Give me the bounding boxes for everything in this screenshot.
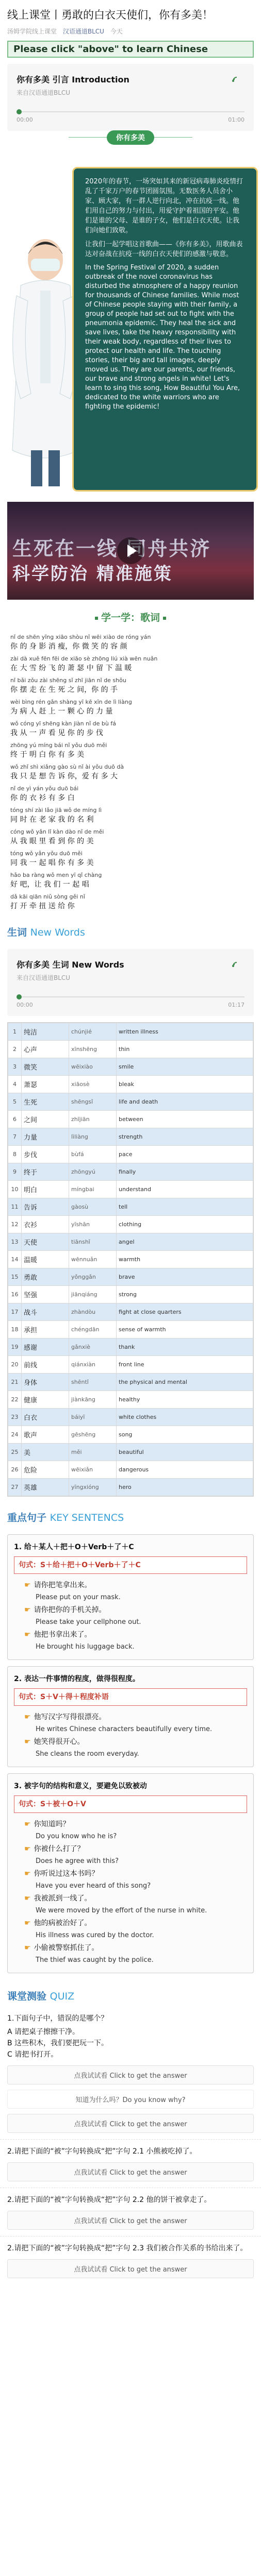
key-sentences-heading: 重点句子 KEY SENTENCS — [7, 1512, 124, 1523]
vocab-cell-e: sense of warmth — [117, 1321, 253, 1338]
vocab-cell-p: qiánxiàn — [69, 1356, 117, 1374]
card-title: 2. 表达一件事情的程度，做得很程度。 — [14, 1675, 140, 1683]
formula-box: 句式：S＋V＋得＋程度补语 — [14, 1688, 247, 1706]
vocab-cell-w: 之间 — [22, 1111, 69, 1128]
vocab-cell-p: xiāosè — [69, 1076, 117, 1093]
vocab-row — [8, 1303, 253, 1321]
vocab-cell-n: 5 — [8, 1093, 22, 1111]
vocab-cell-w: 白衣 — [22, 1409, 69, 1426]
audio-wave-icon[interactable] — [231, 960, 242, 972]
lyric-line: zhōng yú míng bái nǐ yǒu duō měi 终 于 明 白 你 有 多 美 — [10, 742, 107, 759]
vocab-cell-w: 天使 — [22, 1233, 69, 1251]
vocab-cell-n: 9 — [8, 1163, 22, 1181]
vocab-row — [8, 1444, 253, 1461]
new-words-heading: 生词 New Words — [7, 927, 85, 938]
formula-box: 句式：S＋给＋把＋O＋Verb＋了＋C — [14, 1556, 247, 1574]
vocab-cell-n: 2 — [8, 1041, 22, 1058]
vocab-cell-e: between — [117, 1111, 253, 1128]
lyric-line: wǒ cóng yī shēng kàn jiàn nǐ de bù fá 我 从 一 声 看 见 你 的 步 伐 — [10, 720, 116, 737]
example-zh: ☛ 他写汉字写得很漂亮。 — [24, 1713, 106, 1721]
example-en: Do you know who he is? — [36, 1833, 117, 1840]
example-zh: ☛ 她笑得很开心。 — [24, 1738, 85, 1746]
pointing-hand-icon: ☛ — [24, 1919, 31, 1927]
vocab-cell-p: xīnshēng — [69, 1041, 117, 1058]
vocab-cell-n: 25 — [8, 1444, 22, 1461]
vocab-row — [8, 1461, 253, 1479]
vocab-cell-p: shēntǐ — [69, 1374, 117, 1391]
vocab-cell-p: chéngdān — [69, 1321, 117, 1338]
vocab-row — [8, 1321, 253, 1338]
vocab-cell-p: shēngsǐ — [69, 1093, 117, 1111]
vocab-cell-e: the physical and mental — [117, 1374, 253, 1391]
poem-en-paragraph: In the Spring Festival of 2020, a sudden outbreak of the novel coronavirus has disturbed the atmosphere of a happy reunion for thousands of Chinese families. While most of Chinese people staying with their family, a group of people had set out to fight with the pneumonia epidemic. They heal the sick and save lives, take the heavy responsibility with their weak body, regardless of their lives to protect our health and life. The touching stories, their big and tall images, deeply moved us. They are our parents, our friends, our brave and strong angels in white! Let's learn to sing this song, How Beautiful You Are, dedicated to the white warriors who are fighting the epidemic! — [85, 264, 240, 411]
vocab-cell-e: song — [117, 1426, 253, 1444]
vocab-cell-w: 明白 — [22, 1181, 69, 1198]
pointing-hand-icon: ☛ — [24, 1944, 31, 1952]
vocab-row — [8, 1023, 253, 1041]
pointing-hand-icon: ☛ — [24, 1631, 31, 1639]
vocab-cell-p: jiānqiáng — [69, 1286, 117, 1303]
vocab-cell-w: 身体 — [22, 1374, 69, 1391]
audio-player-intro[interactable] — [7, 64, 254, 131]
poem-zh-paragraph-1: 2020年的春节，一场突如其来的新冠病毒肺炎疫情打乱了千家万户的春节团圆氛围。无数医务人员舍小家、顾大家，有一群人逆行向北，冲在抗疫一线。他们用自己的努力与付出，用爱守护着祖国的平安。他们是谁的父母、是谁的子女，他们是白衣天使。让我们向她们致敬。 — [85, 178, 243, 234]
play-icon[interactable] — [117, 537, 144, 564]
vocab-cell-p: jiànkāng — [69, 1391, 117, 1409]
vocab-cell-p: lìliàng — [69, 1128, 117, 1146]
example-zh: ☛ 小偷被警察抓住了。 — [24, 1944, 99, 1952]
audio-current-time: 00:00 — [17, 116, 33, 123]
vocab-cell-w: 健康 — [22, 1391, 69, 1409]
square-bullet-icon — [95, 617, 98, 620]
vocab-row — [8, 1391, 253, 1409]
vocab-cell-e: clothing — [117, 1216, 253, 1233]
article-source: 汤姆学院线上课堂 — [7, 28, 57, 35]
vocab-cell-w: 萧瑟 — [22, 1076, 69, 1093]
quiz-block — [0, 2188, 261, 2230]
vocab-cell-p: měi — [69, 1444, 117, 1461]
vocab-cell-w: 终于 — [22, 1163, 69, 1181]
lyric-line: wǒ zhǐ shì xiǎng gào sù nǐ ài yǒu duō dà 我 只 是 想 告 诉 你，爱 有 多 大 — [10, 764, 124, 781]
vocab-cell-n: 3 — [8, 1058, 22, 1076]
answer-button[interactable]: 点我试试看 Click to get the answer — [7, 2211, 254, 2230]
vocab-cell-e: tell — [117, 1198, 253, 1216]
vocab-cell-w: 感谢 — [22, 1338, 69, 1356]
vocab-table — [7, 1022, 254, 1497]
pointing-hand-icon: ☛ — [24, 1738, 31, 1746]
vocab-row — [8, 1233, 253, 1251]
video-caption-line2: 科学防治 精准施策 — [12, 564, 173, 584]
account-link[interactable]: 汉语通道BLCU — [62, 28, 104, 35]
vocab-cell-w: 美 — [22, 1444, 69, 1461]
vocab-cell-w: 生死 — [22, 1093, 69, 1111]
vocab-cell-e: smile — [117, 1058, 253, 1076]
vocab-cell-w: 步伐 — [22, 1146, 69, 1163]
vocab-cell-n: 10 — [8, 1181, 22, 1198]
audio-title: 你有多美 引言 Introduction — [17, 75, 129, 84]
vocab-cell-n: 24 — [8, 1426, 22, 1444]
vocab-cell-e: strength — [117, 1128, 253, 1146]
vocab-cell-e: finally — [117, 1163, 253, 1181]
lyric-line: hǎo ba ràng wǒ men yī qǐ chàng 好 吧，让 我 们 一 起 唱 — [10, 872, 102, 889]
lyric-line: cóng wǒ yǎn lǐ kàn dào nǐ de měi 从 我 眼 里 看 到 你 的 美 — [10, 828, 104, 845]
vocab-cell-e: pace — [117, 1146, 253, 1163]
vocab-cell-p: yǒnggǎn — [69, 1268, 117, 1286]
audio-progress-handle[interactable] — [17, 994, 22, 999]
answer-button[interactable]: 点我试试看 Click to get the answer — [7, 2162, 254, 2181]
audio-duration: 01:17 — [228, 1002, 244, 1008]
vocab-row — [8, 1111, 253, 1128]
vocab-cell-n: 11 — [8, 1198, 22, 1216]
vocab-cell-n: 8 — [8, 1146, 22, 1163]
vocab-row — [8, 1181, 253, 1198]
vocab-row — [8, 1479, 253, 1496]
vocab-cell-n: 6 — [8, 1111, 22, 1128]
audio-current-time: 00:00 — [17, 1002, 33, 1008]
vocab-cell-n: 20 — [8, 1356, 22, 1374]
why-button[interactable]: 知道为什么吗？Do you know why? — [7, 2090, 254, 2109]
lyric-line: wèi bìng rén gǎn shàng yī kē xīn de lì liàng 为 病 人 赶 上 一 颗 心 的 力 量 — [10, 699, 132, 716]
vocab-cell-e: thin — [117, 1041, 253, 1058]
vocab-cell-e: thank — [117, 1338, 253, 1356]
vocab-cell-p: tiānshǐ — [69, 1233, 117, 1251]
vocab-cell-e: healthy — [117, 1391, 253, 1409]
video-player[interactable] — [7, 502, 254, 600]
example-en: His illness was cured by the doctor. — [36, 1931, 154, 1939]
vocab-row — [8, 1338, 253, 1356]
vocab-cell-n: 26 — [8, 1461, 22, 1479]
vocab-row — [8, 1198, 253, 1216]
vocab-cell-p: zhōngyú — [69, 1163, 117, 1181]
vocab-cell-p: gàosù — [69, 1198, 117, 1216]
quiz-option: A 请把桌子擦擦干净。 — [7, 2028, 80, 2036]
card-title: 1. 给＋某人＋把＋O＋Verb＋了＋C — [14, 1543, 134, 1551]
sentence-card-2 — [7, 1666, 254, 1767]
card-title: 3. 被字句的结构和意义，要避免以致被动 — [14, 1782, 147, 1790]
vocab-cell-e: strong — [117, 1286, 253, 1303]
vocab-cell-p: báiyī — [69, 1409, 117, 1426]
vocab-row — [8, 1251, 253, 1268]
vocab-cell-p: yīshān — [69, 1216, 117, 1233]
quiz-question-1: 1.下面句子中，错误的是哪个？ — [7, 2014, 108, 2023]
vocab-cell-e: bleak — [117, 1076, 253, 1093]
vocab-row — [8, 1216, 253, 1233]
pointing-hand-icon: ☛ — [24, 1713, 31, 1721]
vocab-cell-w: 纯洁 — [22, 1023, 69, 1041]
example-en: The thief was caught by the police. — [36, 1956, 154, 1964]
audio-author: 来自汉语通道BLCU — [17, 974, 71, 981]
vocab-cell-n: 18 — [8, 1321, 22, 1338]
poem-section-label: 你有多美 — [107, 130, 154, 145]
vocab-cell-w: 微笑 — [22, 1058, 69, 1076]
example-zh: ☛ 请你把笔拿出来。 — [24, 1581, 92, 1589]
example-zh: ☛ 他的病被治好了。 — [24, 1919, 92, 1927]
lyric-line: zài dà xuě fēn fēi de xiāo sè zhōng liú xià wēn nuǎn 在 大 雪 纷 飞 的 萧 瑟 中 留 下 温 暖 — [10, 655, 158, 672]
audio-progress-handle[interactable] — [17, 109, 22, 114]
article-meta — [0, 25, 261, 39]
example-en: Have you ever heard of this song? — [36, 1882, 151, 1890]
vocab-row — [8, 1356, 253, 1374]
example-zh: ☛ 我被派到一线了。 — [24, 1894, 92, 1903]
vocab-cell-w: 心声 — [22, 1041, 69, 1058]
example-en: Does he agree with this? — [36, 1857, 119, 1865]
vocab-cell-n: 23 — [8, 1409, 22, 1426]
example-en: Please put on your mask. — [36, 1594, 121, 1601]
vocab-cell-w: 力量 — [22, 1128, 69, 1146]
vocab-cell-w: 前线 — [22, 1356, 69, 1374]
example-zh: ☛ 你被什么打了？ — [24, 1845, 85, 1853]
vocab-row — [8, 1076, 253, 1093]
audio-progress-track[interactable] — [17, 111, 244, 112]
lyric-line: tóng shí zài lǎo jiā wǒ de míng lì 同 时 在 老 家 我 的 名 利 — [10, 807, 102, 824]
poem-illustration — [0, 167, 261, 497]
vocab-cell-e: fight at close quarters — [117, 1303, 253, 1321]
vocab-cell-p: wēixiào — [69, 1058, 117, 1076]
poem-zh-paragraph-2: 让我们一起学唱这首歌曲——《你有多美》，用歌曲表达对奋战在抗疫一线的白衣天使们的感激与敬意。 — [85, 241, 243, 258]
quiz-question-3: 2.请把下面的“被”字句转换成“把”字句 2.2 他的饼干被拿走了。 — [7, 2196, 211, 2204]
pointing-hand-icon: ☛ — [24, 1606, 31, 1614]
example-zh: ☛ 他把书拿出来了。 — [24, 1631, 92, 1639]
audio-title: 你有多美 生词 New Words — [17, 960, 124, 970]
vocab-cell-w: 勇敢 — [22, 1268, 69, 1286]
vocab-cell-e: hero — [117, 1479, 253, 1496]
vocab-cell-p: bùfá — [69, 1146, 117, 1163]
vocab-cell-e: life and death — [117, 1093, 253, 1111]
vocab-cell-w: 歌声 — [22, 1426, 69, 1444]
quiz-question-2: 2.请把下面的“被”字句转换成“把”字句 2.1 小熊被吃掉了。 — [7, 2147, 197, 2156]
lyric-line: dǎ kāi qiān niǔ sòng gěi nǐ 打 开 牵 扭 送 给 你 — [10, 893, 85, 910]
vocab-cell-p: wēixiǎn — [69, 1461, 117, 1479]
vocab-row — [8, 1128, 253, 1146]
poem-card — [72, 167, 258, 492]
vocab-cell-n: 15 — [8, 1268, 22, 1286]
example-en: Please take your cellphone out. — [36, 1618, 141, 1626]
vocab-cell-w: 危险 — [22, 1461, 69, 1479]
vocab-row — [8, 1268, 253, 1286]
vocab-cell-e: warmth — [117, 1251, 253, 1268]
quiz-block — [0, 2236, 261, 2278]
vocab-cell-w: 告诉 — [22, 1198, 69, 1216]
vocab-row — [8, 1374, 253, 1391]
lyrics-heading: 学一学：歌词 — [0, 610, 261, 624]
vocab-row — [8, 1146, 253, 1163]
pointing-hand-icon: ☛ — [24, 1845, 31, 1853]
vocab-cell-w: 承担 — [22, 1321, 69, 1338]
example-en: We were moved by the effort of the nurse in white. — [36, 1907, 207, 1914]
vocab-cell-n: 17 — [8, 1303, 22, 1321]
article-date: 今天 — [110, 28, 123, 35]
vocab-cell-p: zhàndòu — [69, 1303, 117, 1321]
audio-progress-track[interactable] — [17, 996, 244, 997]
vocab-cell-e: front line — [117, 1356, 253, 1374]
vocab-cell-p: gēshēng — [69, 1426, 117, 1444]
lyric-line: nǐ de shēn yǐng xiāo shòu nǐ wēi xiào de róng yán 你 的 身 影 消 瘦，你 微 笑 的 容 颜 — [10, 634, 151, 651]
square-bullet-icon — [163, 617, 166, 620]
audio-duration: 01:00 — [228, 116, 244, 123]
sentence-card-3 — [7, 1773, 254, 1973]
vocab-cell-e: brave — [117, 1268, 253, 1286]
vocab-cell-w: 衣衫 — [22, 1216, 69, 1233]
vocab-cell-e: angel — [117, 1233, 253, 1251]
pointing-hand-icon: ☛ — [24, 1820, 31, 1828]
audio-player-new-words[interactable] — [7, 949, 254, 1016]
quiz-option: C 请把书打开。 — [7, 2050, 58, 2059]
vocab-cell-p: míngbai — [69, 1181, 117, 1198]
quiz-heading: 课堂测验 QUIZ — [7, 1991, 75, 2002]
vocab-cell-p: zhījiān — [69, 1111, 117, 1128]
vocab-cell-p: yīngxióng — [69, 1479, 117, 1496]
pointing-hand-icon: ☛ — [24, 1581, 31, 1589]
vocab-cell-e: understand — [117, 1181, 253, 1198]
vocab-cell-n: 12 — [8, 1216, 22, 1233]
quiz-block — [0, 2139, 261, 2181]
vocab-row — [8, 1426, 253, 1444]
lyric-line: tóng wǒ yǎn yǒu duō měi 同 我 一 起 唱 你 有 多 美 — [10, 850, 94, 867]
example-zh: ☛ 请你把你的手机关掉。 — [24, 1606, 106, 1614]
vocab-cell-n: 21 — [8, 1374, 22, 1391]
answer-button[interactable]: 点我试试看 Click to get the answer — [7, 2065, 254, 2084]
vocab-cell-e: white clothes — [117, 1409, 253, 1426]
quiz-question-4: 2.请把下面的“被”字句转换成“把”字句 2.3 我们被合作关系的书给出来了。 — [7, 2244, 248, 2252]
vocab-cell-w: 坚强 — [22, 1286, 69, 1303]
vocab-cell-n: 4 — [8, 1076, 22, 1093]
vocab-row — [8, 1409, 253, 1426]
vocab-cell-e: written illness — [117, 1023, 253, 1041]
vocab-cell-e: beautiful — [117, 1444, 253, 1461]
example-en: She cleans the room everyday. — [36, 1750, 139, 1758]
lyric-line: nǐ de yì yán yǒu duō bái 你 的 衣 衫 有 多 白 — [10, 785, 79, 802]
vocab-cell-n: 19 — [8, 1338, 22, 1356]
pointing-hand-icon: ☛ — [24, 1870, 31, 1878]
vocab-cell-n: 22 — [8, 1391, 22, 1409]
lyrics-list — [7, 630, 254, 916]
formula-box: 句式：S＋被＋O＋V — [14, 1795, 247, 1813]
example-en: He brought his luggage back. — [36, 1643, 135, 1651]
vocab-cell-n: 14 — [8, 1251, 22, 1268]
lyric-line: nǐ bǎi zǒu zài shēng sǐ zhī jiān nǐ de shǒu 你 摆 走 在 生 死 之 间，你 的 手 — [10, 677, 126, 694]
video-caption-line1: 生死在一线 同舟共济 — [12, 537, 211, 560]
vocab-cell-p: chúnjié — [69, 1023, 117, 1041]
vocab-row — [8, 1163, 253, 1181]
click-above-banner: Please click "above" to learn Chinese — [7, 41, 254, 58]
example-zh: ☛ 你知道吗？ — [24, 1820, 70, 1828]
vocab-cell-p: wēnnuǎn — [69, 1251, 117, 1268]
vocab-row — [8, 1058, 253, 1076]
vocab-cell-n: 16 — [8, 1286, 22, 1303]
vocab-row — [8, 1093, 253, 1111]
vocab-cell-n: 27 — [8, 1479, 22, 1496]
audio-author: 来自汉语通道BLCU — [17, 89, 71, 96]
pointing-hand-icon: ☛ — [24, 1894, 31, 1903]
vocab-row — [8, 1041, 253, 1058]
vocab-cell-n: 1 — [8, 1023, 22, 1041]
section-divider — [69, 134, 192, 151]
vocab-cell-w: 战斗 — [22, 1303, 69, 1321]
audio-wave-icon[interactable] — [231, 75, 242, 87]
vocab-cell-w: 英雄 — [22, 1479, 69, 1496]
vocab-row — [8, 1286, 253, 1303]
answer-button[interactable]: 点我试试看 Click to get the answer — [7, 2114, 254, 2133]
vocab-cell-n: 7 — [8, 1128, 22, 1146]
vocab-cell-p: gǎnxiè — [69, 1338, 117, 1356]
example-zh: ☛ 你听说过这本书吗？ — [24, 1870, 99, 1878]
quiz-option: B 这些积木，我们要把玩一下。 — [7, 2039, 109, 2047]
article-title: 线上课堂丨勇敢的白衣天使们，你有多美！ — [7, 9, 213, 21]
vocab-cell-w: 温暖 — [22, 1251, 69, 1268]
vocab-cell-n: 13 — [8, 1233, 22, 1251]
answer-button[interactable]: 点我试试看 Click to get the answer — [7, 2259, 254, 2278]
vocab-cell-e: dangerous — [117, 1461, 253, 1479]
sentence-card-1 — [7, 1534, 254, 1660]
example-en: He writes Chinese characters beautifully every time. — [36, 1725, 213, 1733]
